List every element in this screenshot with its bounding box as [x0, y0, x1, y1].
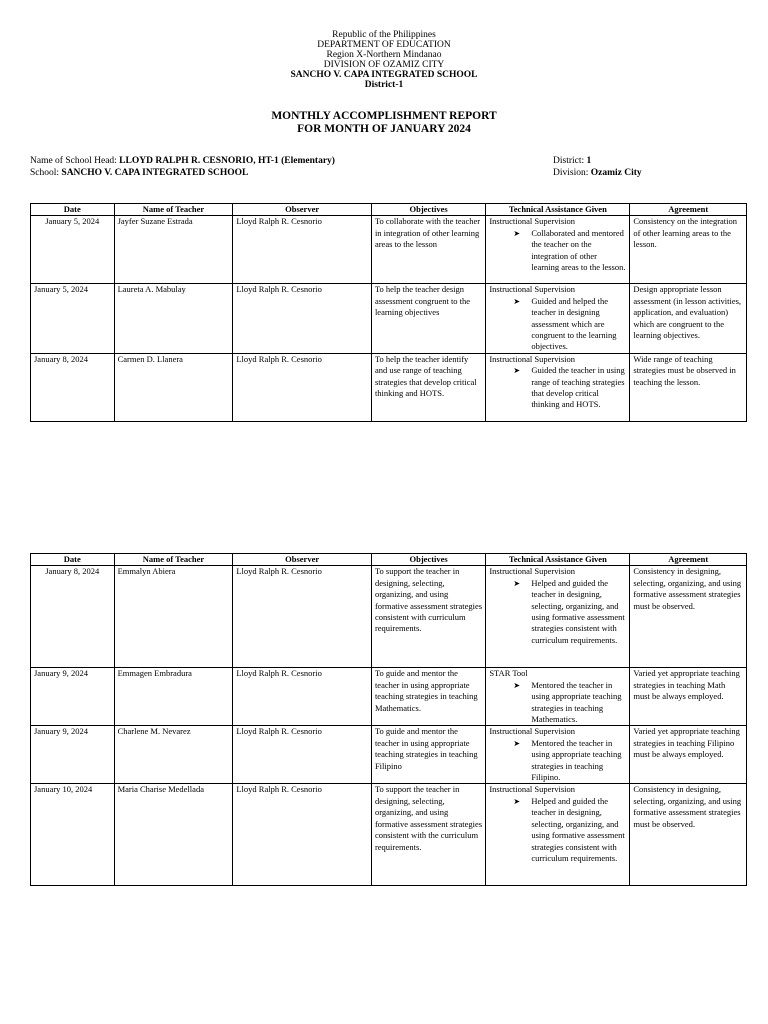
cell-objective: To help the teacher identify and use range of teaching strategies that develop critical thinking and HOTS. — [371, 353, 485, 421]
district-label: District: — [553, 156, 587, 166]
ta-text: Collaborated and mentored the teacher on the integration of other learning areas to the lesson. — [531, 227, 626, 273]
ta-bullet — [489, 296, 626, 353]
col-teacher: Name of Teacher — [114, 554, 233, 566]
cell-technical-assistance — [486, 216, 630, 284]
cell-teacher: Laureta A. Mabulay — [114, 284, 233, 353]
arrow-bullet-icon: ➤ — [513, 366, 521, 376]
cell-date: January 9, 2024 — [31, 726, 115, 784]
col-date: Date — [31, 554, 115, 566]
table-row — [31, 216, 747, 284]
district-info — [553, 156, 642, 179]
cell-technical-assistance — [486, 726, 630, 784]
ta-type: STAR Tool — [489, 668, 528, 679]
ta-bullet — [489, 365, 626, 411]
ta-bullet — [489, 228, 626, 274]
ta-type: Instructional Supervision — [489, 284, 576, 295]
ta-text: Mentored the teacher in using appropriate teaching strategies in teaching Mathematics. — [531, 679, 622, 725]
cell-observer: Lloyd Ralph R. Cesnorio — [233, 784, 372, 886]
cell-agreement: Design appropriate lesson assessment (in lesson activities, application, and evaluation) which are congruent to the learning objectives. — [630, 284, 747, 353]
ta-type: Instructional Supervision — [489, 353, 576, 364]
arrow-bullet-icon: ➤ — [513, 228, 521, 238]
cell-observer: Lloyd Ralph R. Cesnorio — [233, 726, 372, 784]
ta-text: Guided and helped the teacher in designing assessment which are congruent to the learning objectives. — [531, 295, 617, 352]
school-head-value: LLOYD RALPH R. CESNORIO, HT-1 (Elementary) — [119, 156, 335, 166]
table-header-row — [31, 554, 747, 566]
ta-bullet — [489, 578, 626, 646]
ta-bullet — [489, 680, 626, 726]
table-row — [31, 566, 747, 668]
cell-date: January 10, 2024 — [31, 784, 115, 886]
cell-agreement: Wide range of teaching strategies must be observed in teaching the lesson. — [630, 353, 747, 421]
col-teacher: Name of Teacher — [114, 204, 233, 216]
header-region: Region X-Northern Mindanao — [326, 50, 442, 60]
cell-technical-assistance — [486, 784, 630, 886]
cell-agreement: Varied yet appropriate teaching strategies in teaching Math must be always employed. — [630, 668, 747, 726]
header-republic: Republic of the Philippines — [332, 30, 436, 40]
district-value: 1 — [586, 156, 592, 166]
table-row — [31, 668, 747, 726]
cell-technical-assistance — [486, 353, 630, 421]
ta-type: Instructional Supervision — [489, 216, 576, 227]
cell-technical-assistance — [486, 284, 630, 353]
division-label: Division: — [553, 167, 591, 178]
cell-objective: To support the teacher in designing, selecting, organizing, and using formative assessment strategies consistent with the curriculum requirements. — [371, 784, 485, 886]
table-header-row — [31, 204, 747, 216]
school-info — [30, 156, 335, 179]
col-agreement: Agreement — [630, 204, 747, 216]
arrow-bullet-icon: ➤ — [513, 296, 521, 306]
school-label: School: — [30, 167, 62, 178]
ta-text: Helped and guided the teacher in designing, selecting, organizing, and using formative assessment strategies consistent with curriculum requirements. — [531, 577, 625, 645]
cell-teacher: Charlene M. Nevarez — [114, 726, 233, 784]
cell-objective: To guide and mentor the teacher in using appropriate teaching strategies in teaching Filipino — [371, 726, 485, 784]
cell-observer: Lloyd Ralph R. Cesnorio — [233, 216, 372, 284]
col-observer: Observer — [233, 204, 372, 216]
col-observer: Observer — [233, 554, 372, 566]
arrow-bullet-icon: ➤ — [513, 680, 521, 690]
cell-agreement: Consistency in designing, selecting, organizing, and using formative assessment strategies must be observed. — [630, 784, 747, 886]
cell-agreement: Consistency on the integration of other learning areas to the lesson. — [630, 216, 747, 284]
accomplishment-table-2 — [30, 553, 747, 886]
table-row — [31, 726, 747, 784]
ta-type: Instructional Supervision — [489, 784, 576, 795]
report-title-line2: FOR MONTH OF JANUARY 2024 — [297, 123, 471, 135]
cell-teacher: Carmen D. Llanera — [114, 353, 233, 421]
cell-technical-assistance — [486, 668, 630, 726]
cell-observer: Lloyd Ralph R. Cesnorio — [233, 353, 372, 421]
cell-teacher: Jayfer Suzane Estrada — [114, 216, 233, 284]
cell-objective: To help the teacher design assessment congruent to the learning objectives — [371, 284, 485, 353]
cell-objective: To collaborate with the teacher in integration of other learning areas to the lesson — [371, 216, 485, 284]
cell-observer: Lloyd Ralph R. Cesnorio — [233, 284, 372, 353]
header-school: SANCHO V. CAPA INTEGRATED SCHOOL — [290, 70, 478, 80]
cell-observer: Lloyd Ralph R. Cesnorio — [233, 668, 372, 726]
report-title — [0, 110, 768, 136]
document-header — [0, 30, 768, 90]
arrow-bullet-icon: ➤ — [513, 796, 521, 806]
cell-date: January 8, 2024 — [31, 353, 115, 421]
ta-bullet — [489, 796, 626, 864]
school-head-label: Name of School Head: — [30, 156, 120, 166]
cell-teacher: Emmagen Embradura — [114, 668, 233, 726]
cell-teacher: Maria Charise Medellada — [114, 784, 233, 886]
cell-objective: To support the teacher in designing, selecting, organizing, and using formative assessment strategies consistent with curriculum requirements. — [371, 566, 485, 668]
school-head-line — [30, 156, 335, 168]
col-objectives: Objectives — [371, 204, 485, 216]
cell-technical-assistance — [486, 566, 630, 668]
cell-objective: To guide and mentor the teacher in using appropriate teaching strategies in teaching Mathematics. — [371, 668, 485, 726]
arrow-bullet-icon: ➤ — [513, 738, 521, 748]
cell-date: January 8, 2024 — [31, 566, 115, 668]
cell-observer: Lloyd Ralph R. Cesnorio — [233, 566, 372, 668]
school-value: SANCHO V. CAPA INTEGRATED SCHOOL — [61, 167, 249, 178]
school-line — [30, 168, 335, 180]
col-technical-assistance: Technical Assistance Given — [486, 204, 630, 216]
table-row — [31, 353, 747, 421]
cell-date: January 5, 2024 — [31, 216, 115, 284]
ta-text: Mentored the teacher in using appropriate teaching strategies in teaching Filipino. — [531, 737, 622, 783]
col-technical-assistance: Technical Assistance Given — [486, 554, 630, 566]
district-line — [553, 156, 642, 168]
ta-text: Helped and guided the teacher in designing, selecting, organizing, and using formative assessment strategies consistent with curriculum requirements. — [531, 795, 625, 863]
cell-agreement: Varied yet appropriate teaching strategies in teaching Filipino must be always employed. — [630, 726, 747, 784]
cell-teacher: Emmalyn Abiera — [114, 566, 233, 668]
header-division: DIVISION OF OZAMIZ CITY — [323, 60, 445, 70]
accomplishment-table-1 — [30, 203, 747, 422]
table-row — [31, 784, 747, 886]
col-objectives: Objectives — [371, 554, 485, 566]
ta-bullet — [489, 738, 626, 784]
cell-date: January 5, 2024 — [31, 284, 115, 353]
table-row — [31, 284, 747, 353]
arrow-bullet-icon: ➤ — [513, 578, 521, 588]
division-value: Ozamiz City — [590, 167, 642, 178]
ta-type: Instructional Supervision — [489, 566, 576, 577]
header-department: DEPARTMENT OF EDUCATION — [317, 40, 451, 50]
col-agreement: Agreement — [630, 554, 747, 566]
cell-agreement: Consistency in designing, selecting, organizing, and using formative assessment strategies must be observed. — [630, 566, 747, 668]
division-line — [553, 168, 642, 180]
ta-type: Instructional Supervision — [489, 726, 576, 737]
header-district: District-1 — [364, 80, 404, 90]
cell-date: January 9, 2024 — [31, 668, 115, 726]
ta-text: Guided the teacher in using range of teaching strategies that develop critical thinking and HOTS. — [531, 365, 625, 410]
report-title-line1: MONTHLY ACCOMPLISHMENT REPORT — [271, 110, 497, 122]
col-date: Date — [31, 204, 115, 216]
